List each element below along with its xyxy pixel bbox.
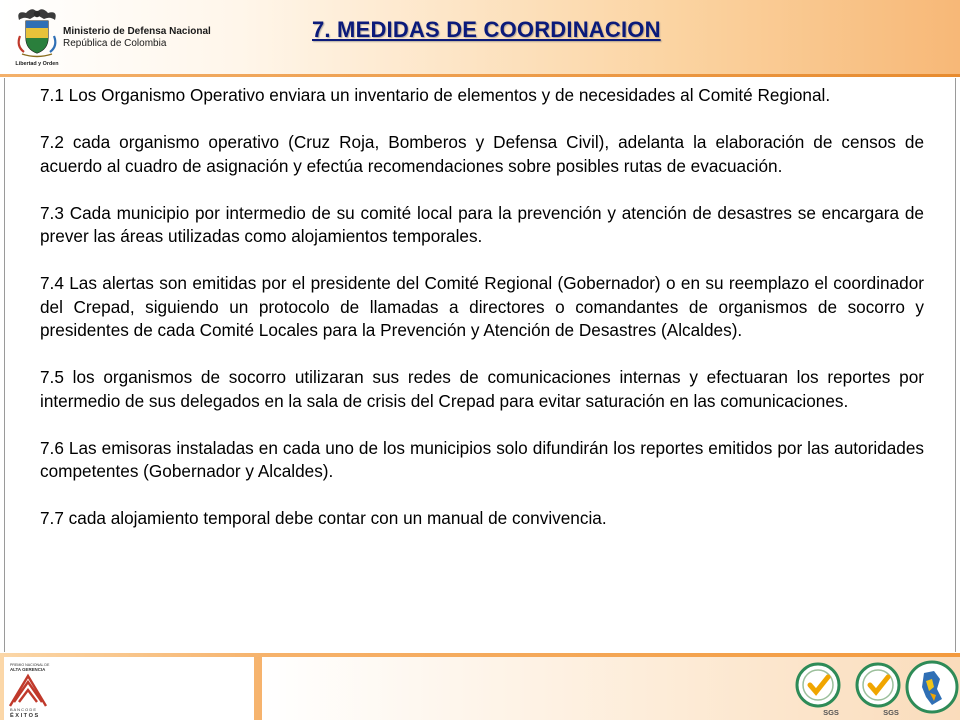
- ministry-name: [63, 26, 211, 49]
- svg-text:Libertad y Orden: Libertad y Orden: [15, 61, 59, 67]
- ministry-line: Ministerio de Defensa Nacional: [63, 26, 211, 37]
- paragraph-7-3: 7.3 Cada municipio por intermedio de su comité local para la prevención y atención de desastres se encargara de prever las áreas utilizadas como alojamientos temporales.: [40, 202, 924, 246]
- content-body: [40, 84, 924, 554]
- paragraph-7-6: 7.6 Las emisoras instaladas en cada uno de los municipios solo difundirán los reportes emitidos por las autoridades competentes (Gobernador y Alcaldes).: [40, 437, 924, 481]
- paragraph-7-4: 7.4 Las alertas son emitidas por el presidente del Comité Regional (Gobernador) o en su reemplazo el coordinador del Crepad, siguiendo un protocolo de llamadas a directores o comandantes de organismos de socorro y presidentes de cada Comité Locales para la Prevención y Atención de Desastres (Alcaldes).: [40, 273, 924, 340]
- cert-label: SGS: [823, 708, 839, 717]
- paragraph-7-2: 7.2 cada organismo operativo (Cruz Roja, Bomberos y Defensa Civil), adelanta la elaboración de censos de acuerdo al cuadro de asignación y efectúa recomendaciones sobre posibles rutas de evacuación.: [40, 132, 924, 176]
- svg-text:ALTA GERENCIA: ALTA GERENCIA: [10, 667, 46, 672]
- republic-line: República de Colombia: [63, 38, 167, 49]
- coat-of-arms-logo: [12, 6, 62, 68]
- header-rule: [0, 74, 960, 77]
- sgs-certification-logo: [790, 659, 846, 717]
- region-map-logo: [904, 659, 960, 717]
- svg-text:B A N C O D E: B A N C O D E: [10, 707, 37, 712]
- paragraph-7-1: 7.1 Los Organismo Operativo enviara un inventario de elementos y de necesidades al Comité Regional.: [40, 85, 831, 105]
- cert-label: SGS: [883, 708, 899, 717]
- page-title: 7. MEDIDAS DE COORDINACION: [312, 17, 661, 42]
- award-logo: [8, 660, 54, 718]
- paragraph-7-5: 7.5 los organismos de socorro utilizaran sus redes de comunicaciones internas y efectuaran los reportes por intermedio de sus delegados en la sala de crisis del Crepad para evitar saturación en las comunicaciones.: [40, 367, 924, 411]
- sgs-certification-logo: [850, 659, 906, 717]
- paragraph-7-7: 7.7 cada alojamiento temporal debe contar con un manual de convivencia.: [40, 508, 607, 528]
- svg-text:É X I T O S: É X I T O S: [10, 713, 39, 718]
- svg-text:PREMIO NACIONAL DE: PREMIO NACIONAL DE: [10, 663, 50, 667]
